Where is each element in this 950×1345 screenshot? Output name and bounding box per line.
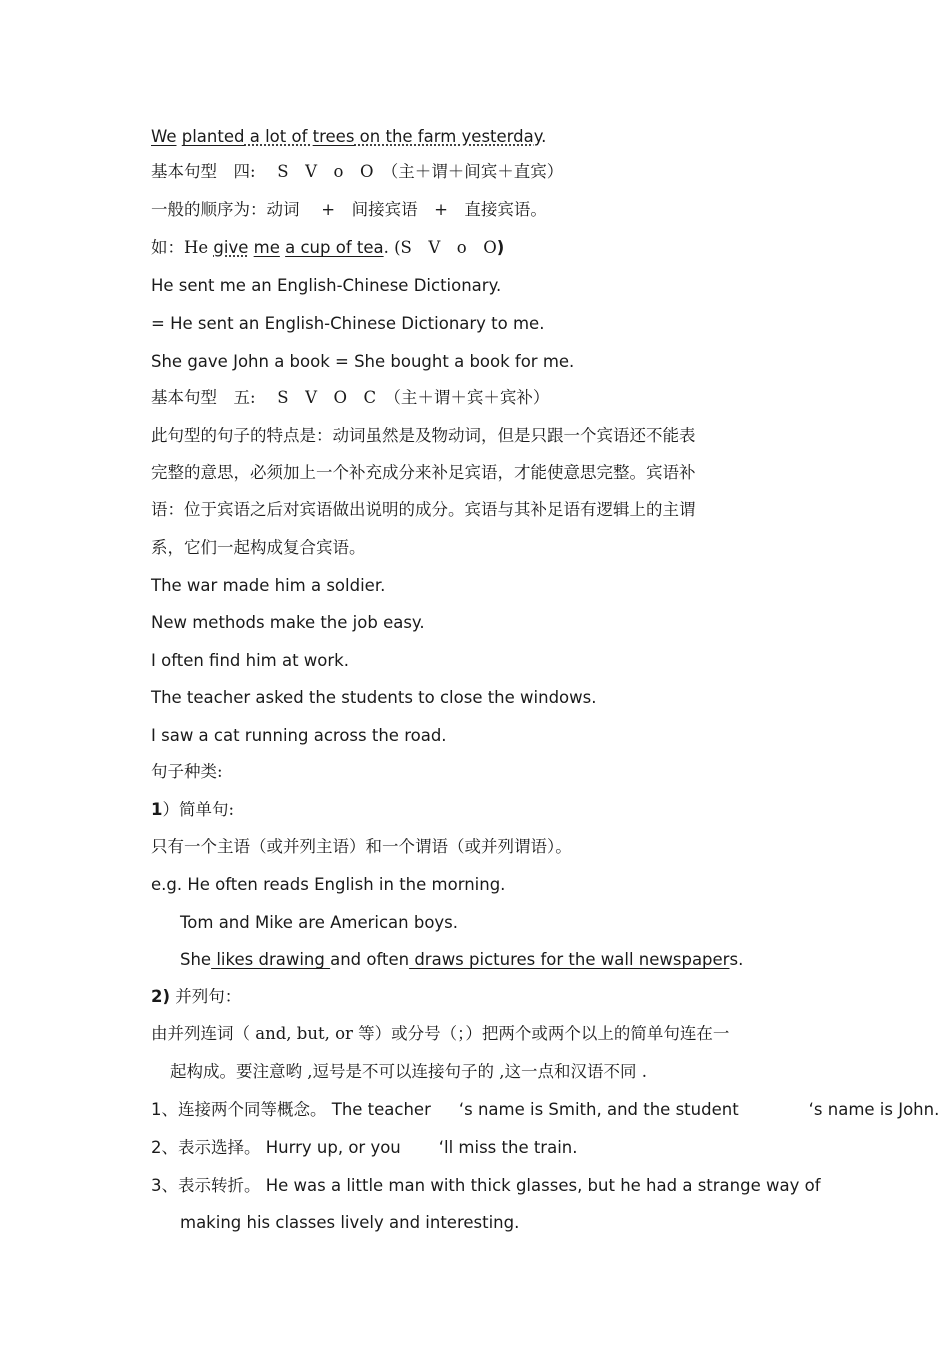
example-line-23 (180, 949, 743, 971)
text-span: s. (729, 950, 744, 969)
compound-sentence-heading (151, 986, 241, 1008)
paragraph-line-9: 此句型的句子的特点是：动词虽然是及物动词，但是只跟一个宾语还不能表 (151, 426, 696, 445)
phrase-a-cup-of-tea: a cup of tea (285, 238, 384, 257)
usage-line-3: 3、表示转折。 He was a little man with thick glasses, but he had a strange way of (151, 1176, 821, 1195)
pattern-four-heading: 基本句型 四: S V o O （主＋谓＋间宾＋直宾） (151, 162, 564, 181)
sentence-line-17: I saw a cat running across the road. (151, 726, 447, 745)
phrase-on-the-farm: on the farm (354, 127, 462, 146)
simple-sentence-definition: 只有一个主语（或并列主语）和一个谓语（或并列谓语）。 (151, 837, 572, 856)
pattern-five-heading: 基本句型 五: S V O C （主＋谓＋宾＋宾补） (151, 388, 550, 407)
paragraph-line-10: 完整的意思，必须加上一个补充成分来补足宾语，才能使意思完整。宾语补 (151, 463, 696, 482)
list-number: 2) (151, 987, 171, 1006)
list-number: 1 (151, 800, 163, 819)
text-span: ‘s name is John. (808, 1100, 940, 1119)
phrase-a-lot-of: a lot of (244, 127, 313, 146)
word-planted: planted (181, 127, 245, 146)
sentence-line-15: I often find him at work. (151, 651, 349, 670)
text-span: ）简单句: (162, 800, 235, 819)
text-span: ) (496, 238, 505, 257)
usage-line-1 (151, 1099, 939, 1121)
text-span: . (S V o O (383, 238, 497, 257)
sentence-line-1 (151, 126, 546, 148)
text-span: ‘s name is Smith, and the student (458, 1100, 739, 1119)
sentence-line-7: She gave John a book = She bought a book for me. (151, 352, 575, 371)
word-trees: trees (312, 127, 355, 146)
text-span: She (180, 950, 212, 969)
text-span: 1、连接两个同等概念。 The teacher (151, 1100, 431, 1119)
text-span: and often (330, 950, 410, 969)
text-span: 并列句： (170, 987, 242, 1006)
usage-line-2 (151, 1137, 578, 1159)
text-span: . (541, 127, 547, 146)
text-span: 2、表示选择。 Hurry up, or you (151, 1138, 401, 1157)
example-line-21: e.g. He often reads English in the morning. (151, 875, 506, 894)
phrase-likes-drawing: likes drawing (211, 950, 331, 969)
paragraph-line-11: 语：位于宾语之后对宾语做出说明的成分。宾语与其补足语有逻辑上的主谓 (151, 500, 696, 519)
word-we: We (151, 127, 177, 146)
phrase-draws-pictures: draws pictures for the wall newspaper (409, 950, 730, 969)
word-yesterday: yesterday (461, 127, 542, 146)
example-line-22: Tom and Mike are American boys. (180, 913, 459, 932)
paragraph-line-12: 系，它们一起构成复合宾语。 (151, 538, 366, 557)
text-span: 如：He (151, 238, 214, 257)
simple-sentence-heading (151, 799, 234, 821)
compound-definition-line-2: 起构成。要注意哟 ,逗号是不可以连接句子的 ,这一点和汉语不同 . (170, 1062, 647, 1081)
word-give: give (213, 238, 249, 257)
order-rule-line: 一般的顺序为：动词 + 间接宾语 + 直接宾语。 (151, 200, 547, 219)
usage-line-3-continued: making his classes lively and interesting. (180, 1213, 520, 1232)
sentence-types-heading: 句子种类: (151, 762, 223, 781)
example-line-4 (151, 237, 504, 259)
compound-definition-line-1: 由并列连词（ and, but, or 等）或分号（；）把两个或两个以上的简单句连在一 (151, 1024, 730, 1043)
sentence-line-16: The teacher asked the students to close the windows. (151, 688, 597, 707)
sentence-line-6: = He sent an English-Chinese Dictionary to me. (151, 314, 545, 333)
word-me: me (253, 238, 280, 257)
sentence-line-13: The war made him a soldier. (151, 576, 386, 595)
text-span: ‘ll miss the train. (438, 1138, 578, 1157)
sentence-line-5: He sent me an English-Chinese Dictionary. (151, 276, 502, 295)
sentence-line-14: New methods make the job easy. (151, 613, 425, 632)
